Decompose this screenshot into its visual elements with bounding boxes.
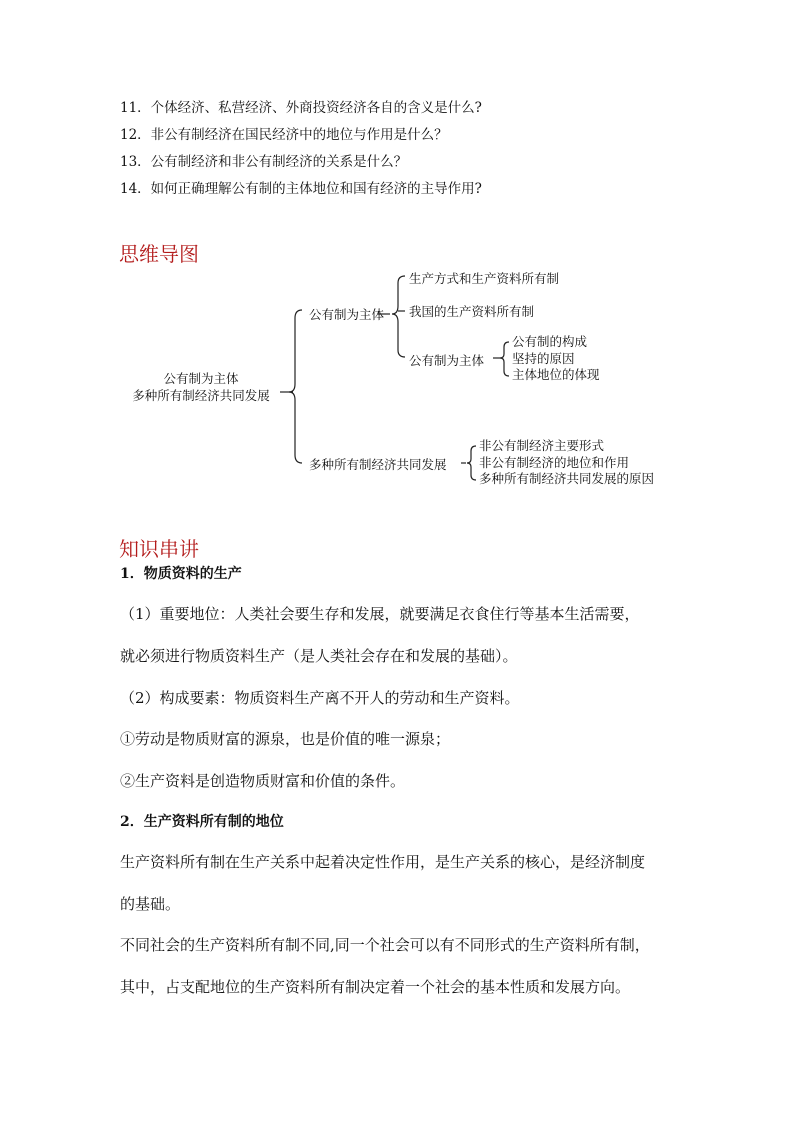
mindmap-branch2-item: 多种所有制经济共同发展的原因 bbox=[479, 471, 655, 486]
mindmap-root-line1: 公有制为主体 bbox=[163, 371, 239, 386]
paragraph: 生产资料所有制在生产关系中起着决定性作用，是生产关系的核心，是经济制度 bbox=[120, 853, 646, 871]
mindmap-branch2: 多种所有制经济共同发展 bbox=[309, 457, 447, 472]
mindmap-branch1-item1: 生产方式和生产资料所有制 bbox=[409, 271, 560, 286]
paragraph: （2）构成要素：物质资料生产离不开人的劳动和生产资料。 bbox=[120, 689, 520, 707]
question-11: 11．个体经济、私营经济、外商投资经济各自的含义是什么? bbox=[120, 100, 482, 116]
mindmap-branch2-list bbox=[479, 438, 654, 488]
mindmap-branch1: 公有制为主体 bbox=[309, 307, 385, 322]
mindmap-branch2-item: 非公有制经济的地位和作用 bbox=[479, 454, 630, 470]
paragraph: ①劳动是物质财富的源泉，也是价值的唯一源泉； bbox=[120, 730, 451, 748]
mindmap-sub-item: 公有制的构成 bbox=[512, 334, 588, 349]
mindmap-heading: 思维导图 bbox=[119, 242, 199, 266]
question-13: 13．公有制经济和非公有制经济的关系是什么？ bbox=[120, 154, 408, 170]
mindmap-branch2-item: 非公有制经济主要形式 bbox=[479, 438, 605, 453]
question-12: 12．非公有制经济在国民经济中的地位与作用是什么？ bbox=[120, 127, 448, 143]
mindmap-root-line2: 多种所有制经济共同发展 bbox=[132, 388, 270, 403]
mindmap-sub-list bbox=[512, 334, 600, 384]
paragraph: 不同社会的生产资料所有制不同,同一个社会可以有不同形式的生产资料所有制， bbox=[120, 936, 650, 954]
question-14: 14．如何正确理解公有制的主体地位和国有经济的主导作用? bbox=[120, 181, 482, 197]
paragraph: ②生产资料是创造物质财富和价值的条件。 bbox=[120, 772, 406, 790]
mindmap-sub-item: 主体地位的体现 bbox=[512, 367, 600, 382]
paragraph: 就必须进行物质资料生产（是人类社会存在和发展的基础）。 bbox=[120, 647, 518, 665]
mindmap-branch1-item2: 我国的生产资料所有制 bbox=[409, 304, 535, 319]
paragraph: 其中，占支配地位的生产资料所有制决定着一个社会的基本性质和发展方向。 bbox=[120, 978, 631, 996]
mindmap-branch1-item3: 公有制为主体 bbox=[409, 353, 485, 368]
section-2-title: 2．生产资料所有制的地位 bbox=[120, 814, 284, 830]
knowledge-heading: 知识串讲 bbox=[119, 537, 199, 561]
mindmap-sub-item: 坚持的原因 bbox=[512, 350, 575, 366]
paragraph: （1）重要地位：人类社会要生存和发展，就要满足衣食住行等基本生活需要， bbox=[120, 605, 640, 623]
paragraph: 的基础。 bbox=[120, 895, 181, 913]
mindmap-root bbox=[126, 370, 276, 404]
section-1-title: 1．物质资料的生产 bbox=[120, 566, 242, 582]
